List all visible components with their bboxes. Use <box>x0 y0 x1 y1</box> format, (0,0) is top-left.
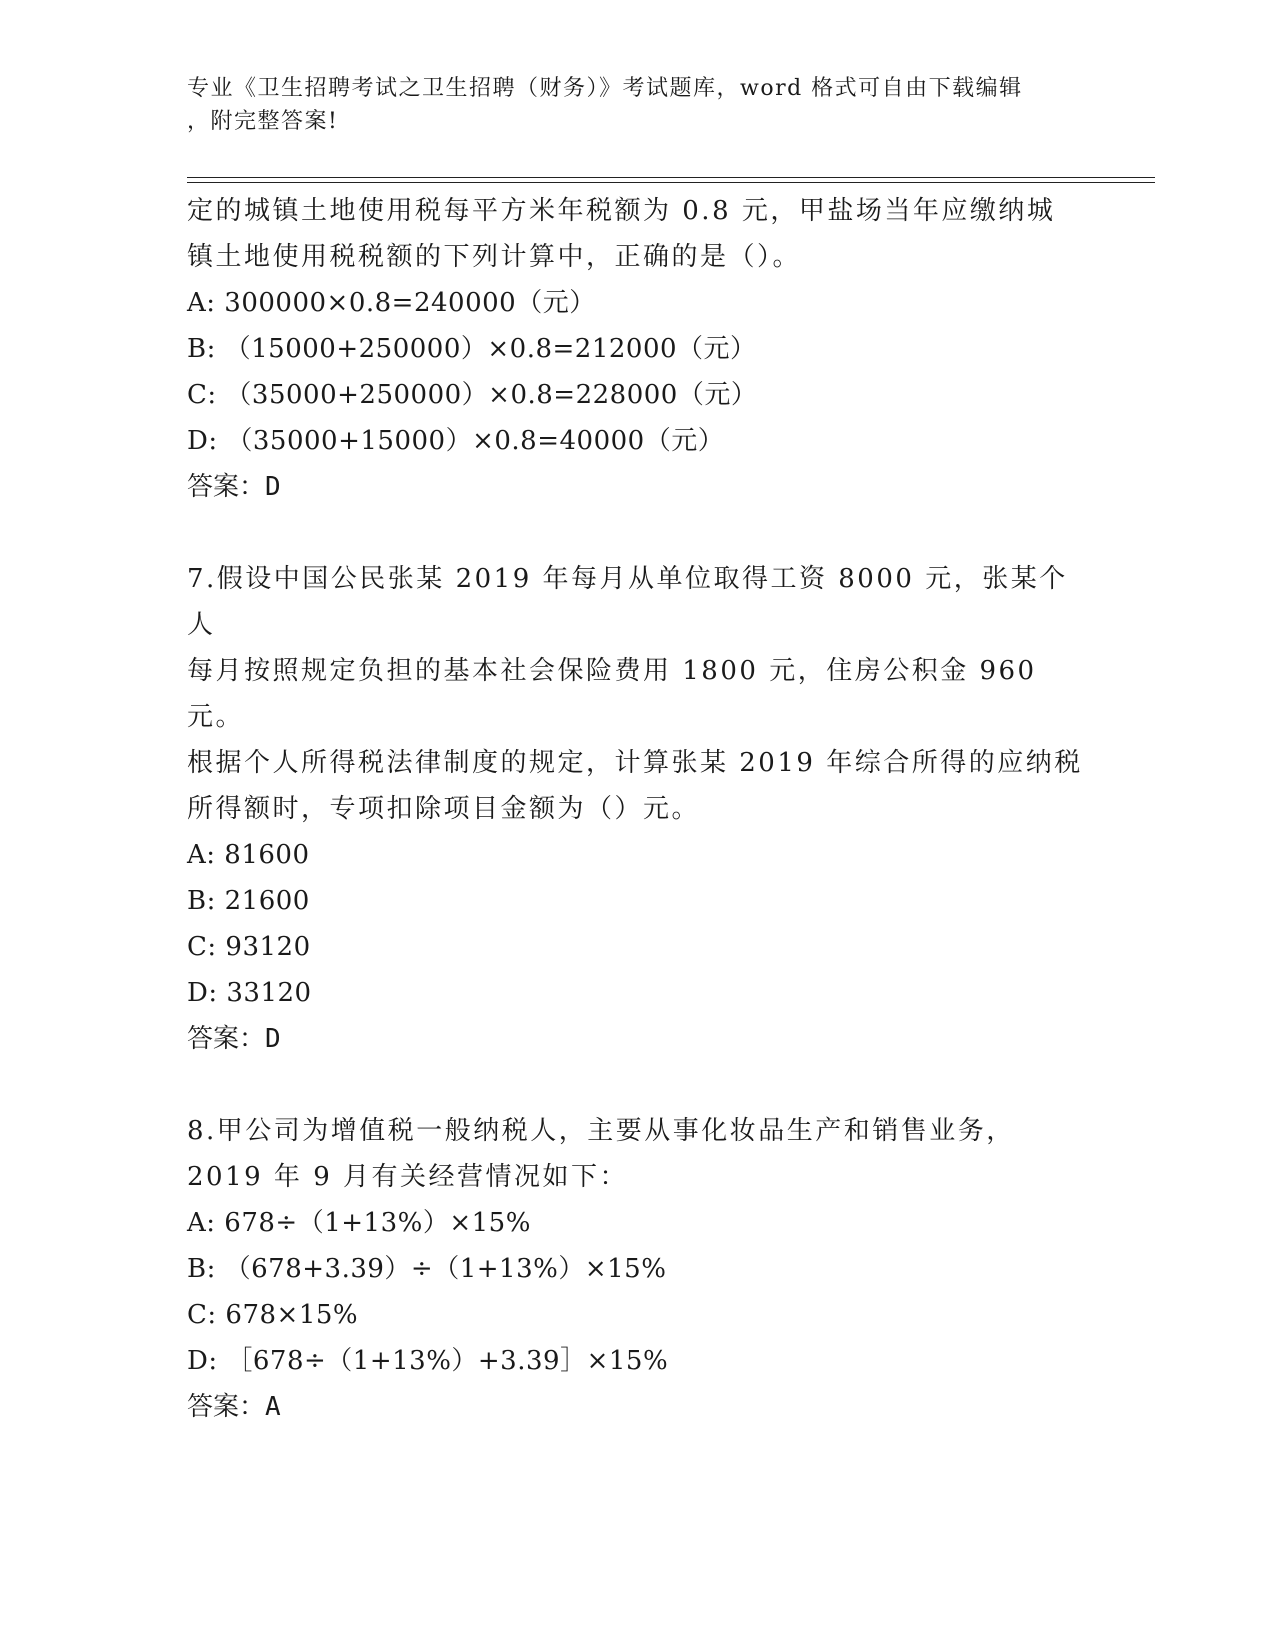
option-b: B: （678+3.39）÷（1+13%）×15% <box>187 1254 667 1284</box>
option-b: B: （15000+250000）×0.8=212000（元） <box>187 334 757 364</box>
answer <box>187 464 1087 510</box>
question-6 <box>187 188 1087 510</box>
answer <box>187 1384 1087 1430</box>
question-stem-line: 2019 年 9 月有关经营情况如下： <box>187 1162 629 1192</box>
option-d: D: 33120 <box>187 978 312 1008</box>
option-c: C: 93120 <box>187 932 311 962</box>
question-stem-line: 所得额时，专项扣除项目金额为（）元。 <box>187 794 701 824</box>
document-header <box>187 72 1067 138</box>
question-stem-line: 7.假设中国公民张某 2019 年每月从单位取得工资 8000 元，张某个人 <box>187 564 1068 640</box>
header-line-1: 专业《卫生招聘考试之卫生招聘（财务）》考试题库，word 格式可自由下载编辑 <box>187 76 1023 101</box>
question-stem-line: 镇土地使用税税额的下列计算中，正确的是（）。 <box>187 242 802 272</box>
question-stem-line: 根据个人所得税法律制度的规定，计算张某 2019 年综合所得的应纳税 <box>187 748 1083 778</box>
option-d: D: （35000+15000）×0.8=40000（元） <box>187 426 725 456</box>
question-7 <box>187 556 1087 1062</box>
spacer <box>187 510 1087 556</box>
option-c: C: 678×15% <box>187 1300 359 1330</box>
question-8 <box>187 1108 1087 1430</box>
header-divider-bottom <box>187 182 1155 183</box>
option-a: A: 678÷（1+13%）×15% <box>187 1208 531 1238</box>
option-b: B: 21600 <box>187 886 310 916</box>
answer-label: 答案： <box>187 1392 266 1422</box>
option-c: C: （35000+250000）×0.8=228000（元） <box>187 380 758 410</box>
header-line-2: ，附完整答案! <box>187 109 339 134</box>
option-a: A: 81600 <box>187 840 310 870</box>
question-list <box>187 188 1087 1430</box>
answer-label: 答案： <box>187 1024 266 1054</box>
answer-label: 答案： <box>187 472 266 502</box>
answer <box>187 1016 1087 1062</box>
answer-value: D <box>265 472 281 502</box>
option-d: D: ［678÷（1+13%）+3.39］×15% <box>187 1346 669 1376</box>
header-divider-top <box>187 177 1155 178</box>
spacer <box>187 1062 1087 1108</box>
option-a: A: 300000×0.8=240000（元） <box>187 288 596 318</box>
question-stem-line: 每月按照规定负担的基本社会保险费用 1800 元，住房公积金 960 元。 <box>187 656 1037 732</box>
answer-value: A <box>265 1392 281 1422</box>
answer-value: D <box>265 1024 281 1054</box>
question-stem-line: 8.甲公司为增值税一般纳税人，主要从事化妆品生产和销售业务， <box>187 1116 1015 1146</box>
question-stem-line: 定的城镇土地使用税每平方米年税额为 0.8 元，甲盐场当年应缴纳城 <box>187 196 1056 226</box>
